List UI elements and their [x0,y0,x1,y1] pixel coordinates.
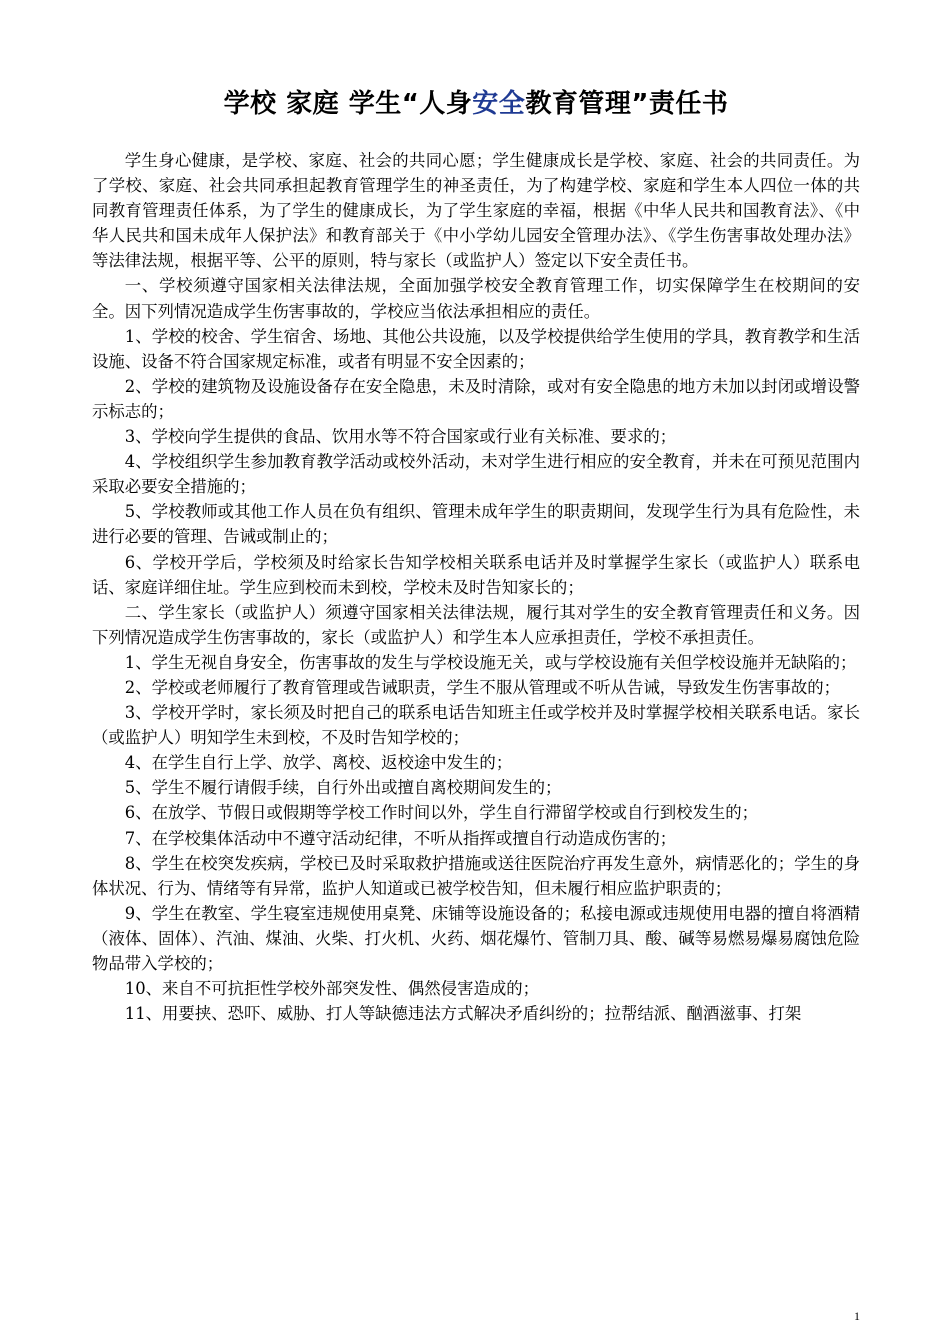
document-title [92,84,860,124]
parent-clause-7: 7、在学校集体活动中不遵守活动纪律，不听从指挥或擅自行动造成伤害的； [124,828,677,848]
parent-clause-10: 10、来自不可抗拒性学校外部突发性、偶然侵害造成的； [124,979,540,999]
parent-clause-4: 4、在学生自行上学、放学、离校、返校途中发生的； [124,753,513,773]
title-accent: 安全 [472,89,526,119]
school-clause-4: 4、学校组织学生参加教育教学活动或校外活动，未对学生进行相应的安全教育，并未在可预见范围内采取必要安全措施的； [92,452,860,497]
school-clause-5: 5、学校教师或其他工作人员在负有组织、管理未成年学生的职责期间，发现学生行为具有危险性，未进行必要的管理、告诫或制止的； [92,502,860,547]
parent-clause-9: 9、学生在教室、学生寝室违规使用桌凳、床铺等设施设备的；私接电源或违规使用电器的擅自将酒精（液体、固体）、汽油、煤油、火柴、打火机、火药、烟花爆竹、管制刀具、酸、碱等易燃易爆易腐蚀危险物品带入学校的； [92,903,860,973]
title-part-2: 教育管理”责任书 [525,89,729,119]
parent-clause-1: 1、学生无视自身安全，伤害事故的发生与学校设施无关，或与学校设施有关但学校设施并无缺陷的； [124,652,857,672]
school-clause-6: 6、学校开学后，学校须及时给家长告知学校相关联系电话并及时掌握学生家长（或监护人）联系电话、家庭详细住址。学生应到校而未到校，学校未及时告知家长的； [92,552,860,597]
parent-clause-11: 11、用要挟、恐吓、威胁、打人等缺德违法方式解决矛盾纠纷的；拉帮结派、酗酒滋事、打架 [124,1004,802,1024]
section-one-heading: 一、学校须遵守国家相关法律法规，全面加强学校安全教育管理工作，切实保障学生在校期间的安全。因下列情况造成学生伤害事故的，学校应当依法承担相应的责任。 [92,276,860,321]
document-page [92,0,860,1344]
parent-clause-8: 8、学生在校突发疾病，学校已及时采取救护措施或送往医院治疗再发生意外，病情恶化的；学生的身体状况、行为、情绪等有异常，监护人知道或已被学校告知，但未履行相应监护职责的； [92,853,860,898]
parent-clause-6: 6、在放学、节假日或假期等学校工作时间以外，学生自行滞留学校或自行到校发生的； [124,803,759,823]
title-part-1: 学校 家庭 学生“人身 [223,89,473,119]
intro-paragraph: 学生身心健康，是学校、家庭、社会的共同心愿；学生健康成长是学校、家庭、社会的共同责任。为了学校、家庭、社会共同承担起教育管理学生的神圣责任，为了构建学校、家庭和学生本人四位一体的共同教育管理责任体系，为了学生的健康成长，为了学生家庭的幸福，根据《中华人民共和国教育法》、《中华人民共和国未成年人保护法》和教育部关于《中小学幼儿园安全管理办法》、《学生伤害事故处理办法》等法律法规，根据平等、公平的原则，特与家长（或监护人）签定以下安全责任书。 [92,151,860,271]
parent-clause-5: 5、学生不履行请假手续，自行外出或擅自离校期间发生的； [124,778,562,798]
parent-clause-3: 3、学校开学时，家长须及时把自己的联系电话告知班主任或学校并及时掌握学校相关联系电话。家长（或监护人）明知学生未到校，不及时告知学校的； [92,703,860,748]
school-clause-1: 1、学校的校舍、学生宿舍、场地、其他公共设施，以及学校提供给学生使用的学具，教育教学和生活设施、设备不符合国家规定标准，或者有明显不安全因素的； [92,326,860,371]
school-clause-3: 3、学校向学生提供的食品、饮用水等不符合国家或行业有关标准、要求的； [124,427,677,447]
document-body [92,148,860,1026]
school-clause-2: 2、学校的建筑物及设施设备存在安全隐患，未及时清除，或对有安全隐患的地方未加以封闭或增设警示标志的； [92,376,860,421]
section-two-heading: 二、学生家长（或监护人）须遵守国家相关法律法规，履行其对学生的安全教育管理责任和义务。因下列情况造成学生伤害事故的，家长（或监护人）和学生本人应承担责任，学校不承担责任。 [92,602,860,647]
parent-clause-2: 2、学校或老师履行了教育管理或告诫职责，学生不服从管理或不听从告诫，导致发生伤害事故的； [124,677,841,697]
page-number: 1 [854,1309,860,1323]
